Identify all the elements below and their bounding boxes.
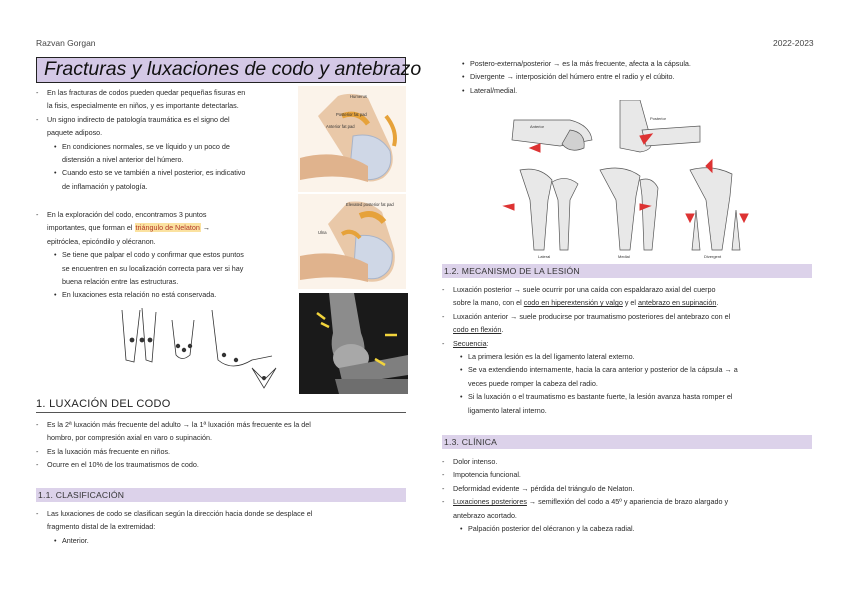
explor-bullet: Se tiene que palpar el codo y confirmar que estos puntos <box>62 250 244 260</box>
sec1-item: Es la 2ª luxación más frecuente del adulto → la 1ª luxación más frecuente es la del <box>47 420 311 429</box>
sec13-item: Impotencia funcional. <box>453 470 521 480</box>
author: Razvan Gorgan <box>36 38 96 48</box>
fat-pad-normal-figure <box>298 86 406 192</box>
label-divergent: Divergent <box>704 254 722 259</box>
intro-bullet: En condiciones normales, se ve líquido y un poco de <box>62 141 230 151</box>
section-1-3-bar <box>442 435 812 449</box>
sec13-item: Dolor intenso. <box>453 457 498 466</box>
section-1-3-heading: 1.3. CLÍNICA <box>444 436 498 447</box>
sec12-line: codo en flexión. <box>453 325 504 335</box>
elevated-fat-label: Elevated posterior fat pad <box>346 202 394 207</box>
sec12-bullet: Se va extendiendo internamente, hacia la cara anterior y posterior de la cápsula → a <box>468 365 738 375</box>
sec1-item: Ocurre en el 10% de los traumatismos de codo. <box>47 460 199 470</box>
sec12-line: sobre la mano, con el codo en hiperextensión y valgo y el antebrazo en supinación. <box>453 298 719 308</box>
section-1-2-heading: 1.2. MECANISMO DE LA LESIÓN <box>444 265 580 276</box>
dislocation-types-figure <box>500 100 760 260</box>
intro-line: En las fracturas de codos pueden quedar pequeñas fisuras en <box>47 88 246 97</box>
section-1-divider <box>36 412 406 413</box>
explor-line: epitróclea, epicóndilo y olécranon. <box>47 236 156 246</box>
sec11-line: Las luxaciones de codo se clasifican según la dirección hacia donde se desplace el <box>47 509 313 518</box>
nelaton-highlight: triángulo de Nelaton <box>135 223 200 233</box>
label-posterior: Posterior <box>650 116 667 121</box>
posterior-fat-label: Posterior fat pad <box>336 112 367 117</box>
right-bullet: Lateral/medial. <box>470 85 518 95</box>
explor-line-2: importantes, que forman el triángulo de Nelaton → <box>47 223 211 233</box>
humerus-label: Humerus <box>350 94 367 99</box>
intro-bullet: distensión a nivel anterior del húmero. <box>62 155 184 164</box>
right-bullet: Divergente → interposición del húmero entre el radio y el cúbito. <box>470 72 675 82</box>
elbow-xray <box>299 293 408 394</box>
section-1-1-heading: 1.1. CLASIFICACIÓN <box>38 489 125 500</box>
intro-bullet: Cuando esto se ve también a nivel posterior, es indicativo <box>62 168 246 178</box>
label-lateral: Lateral <box>538 254 551 259</box>
sec1-item: hombro, por compresión axial en varo o supinación. <box>47 433 213 443</box>
explor-bullet: buena relación entre las estructuras. <box>62 277 179 286</box>
sec13-item: antebrazo acortado. <box>453 510 517 520</box>
year: 2022-2023 <box>773 38 814 48</box>
intro-line: Un signo indirecto de patología traumática es el signo del <box>47 114 230 124</box>
section-1-heading: 1. LUXACIÓN DEL CODO <box>36 398 171 410</box>
sec11-bullet: Anterior. <box>62 535 89 545</box>
intro-line: paquete adiposo. <box>47 128 103 138</box>
sec1-item: Es la luxación más frecuente en niños. <box>47 446 171 456</box>
ulna-label: Ulna <box>318 230 327 235</box>
page-title: Fracturas y luxaciones de codo y antebrazo <box>44 58 422 80</box>
sec12-bullet: La primera lesión es la del ligamento lateral externo. <box>468 352 635 361</box>
explor-line: En la exploración del codo, encontramos 3 puntos <box>47 210 207 219</box>
fat-pad-elevated-figure <box>298 194 406 289</box>
sec12-line: Luxación anterior → suele producirse por traumatismo posteriores del antebrazo con el <box>453 311 731 321</box>
nelaton-sketch <box>112 300 296 394</box>
explor-bullet: se encuentren en su localización correcta para ver si hay <box>62 263 244 273</box>
sec13-item: Luxaciones posteriores → semiflexión del codo a 45º y apariencia de brazo alargado y <box>453 497 729 507</box>
sec12-line: Luxación posterior → suele ocurrir por una caída con espaldarazo axial del cuerpo <box>453 285 716 294</box>
right-bullet: Postero-externa/posterior → es la más frecuente, afecta a la cápsula. <box>470 59 691 68</box>
sec13-bullet: Palpación posterior del olécranon y la cabeza radial. <box>468 524 635 533</box>
sec11-line: fragmento distal de la extremidad: <box>47 522 156 532</box>
sec12-line: Secuencia: <box>453 338 489 348</box>
anterior-fat-label: Anterior fat pad <box>326 124 355 129</box>
sec12-bullet: ligamento lateral interno. <box>468 405 547 415</box>
sec13-item: Deformidad evidente → pérdida del triángulo de Nelaton. <box>453 483 635 493</box>
sec12-bullet: veces puede romper la cabeza del radio. <box>468 378 598 388</box>
label-medial: Medial <box>618 254 630 259</box>
intro-bullet: de inflamación y patología. <box>62 181 148 191</box>
label-anterior: Anterior <box>530 124 545 129</box>
intro-line: la fisis, especialmente en niños, y es importante detectarlas. <box>47 101 239 111</box>
sec12-bullet: Si la luxación o el traumatismo es bastante fuerte, la lesión avanza hasta romper el <box>468 392 733 402</box>
explor-bullet: En luxaciones esta relación no está conservada. <box>62 290 217 300</box>
